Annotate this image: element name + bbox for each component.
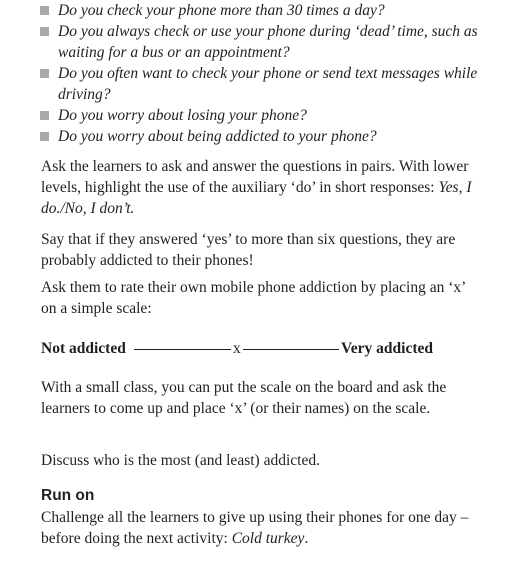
- yes-paragraph: Say that if they answered ‘yes’ to more than six questions, they are probably addicted to their phones!: [41, 231, 456, 269]
- run-on-heading: Run on: [41, 487, 95, 504]
- list-item: [38, 126, 508, 147]
- scale-right-label: Very addicted: [341, 340, 433, 357]
- bullet-square-icon: [40, 27, 49, 36]
- run-on-text: Challenge all the learners to give up using their phones for one day – before doing the next activity:: [41, 509, 469, 547]
- scale-marker: x: [233, 340, 241, 357]
- question-list: [38, 0, 508, 147]
- list-item: [38, 21, 508, 63]
- pairs-example: Yes, I do./No, I don’t.: [41, 179, 472, 217]
- list-item: [38, 63, 508, 105]
- scale-line-left: [134, 349, 231, 350]
- question-text: Do you always check or use your phone during ‘dead’ time, such as waiting for a bus or an appointment?: [58, 23, 478, 61]
- run-on-end: .: [304, 530, 309, 547]
- scale-line-right: [243, 349, 339, 350]
- bullet-square-icon: [40, 69, 49, 78]
- question-text: Do you worry about being addicted to your phone?: [58, 128, 377, 145]
- pairs-paragraph: [41, 156, 481, 219]
- small-class-paragraph: With a small class, you can put the scale on the board and ask the learners to come up and place ‘x’ (or their names) on the scale.: [41, 379, 447, 417]
- question-text: Do you check your phone more than 30 times a day?: [58, 2, 385, 19]
- pairs-text: Ask the learners to ask and answer the questions in pairs. With lower levels, highlight the use of the auxiliary ‘do’ in short responses:: [41, 158, 469, 196]
- scale-left-label: Not addicted: [41, 340, 126, 357]
- run-on-activity: Cold turkey: [231, 530, 305, 547]
- bullet-square-icon: [40, 6, 49, 15]
- list-item: [38, 105, 508, 126]
- bullet-square-icon: [40, 132, 49, 141]
- run-on-paragraph: [41, 507, 481, 549]
- question-text: Do you worry about losing your phone?: [58, 107, 307, 124]
- list-item: [38, 0, 508, 21]
- question-text: Do you often want to check your phone or send text messages while driving?: [58, 65, 478, 103]
- addiction-scale: [41, 338, 461, 359]
- rate-paragraph: Ask them to rate their own mobile phone addiction by placing an ‘x’ on a simple scale:: [41, 279, 466, 317]
- discuss-paragraph: Discuss who is the most (and least) addicted.: [41, 452, 320, 469]
- bullet-square-icon: [40, 111, 49, 120]
